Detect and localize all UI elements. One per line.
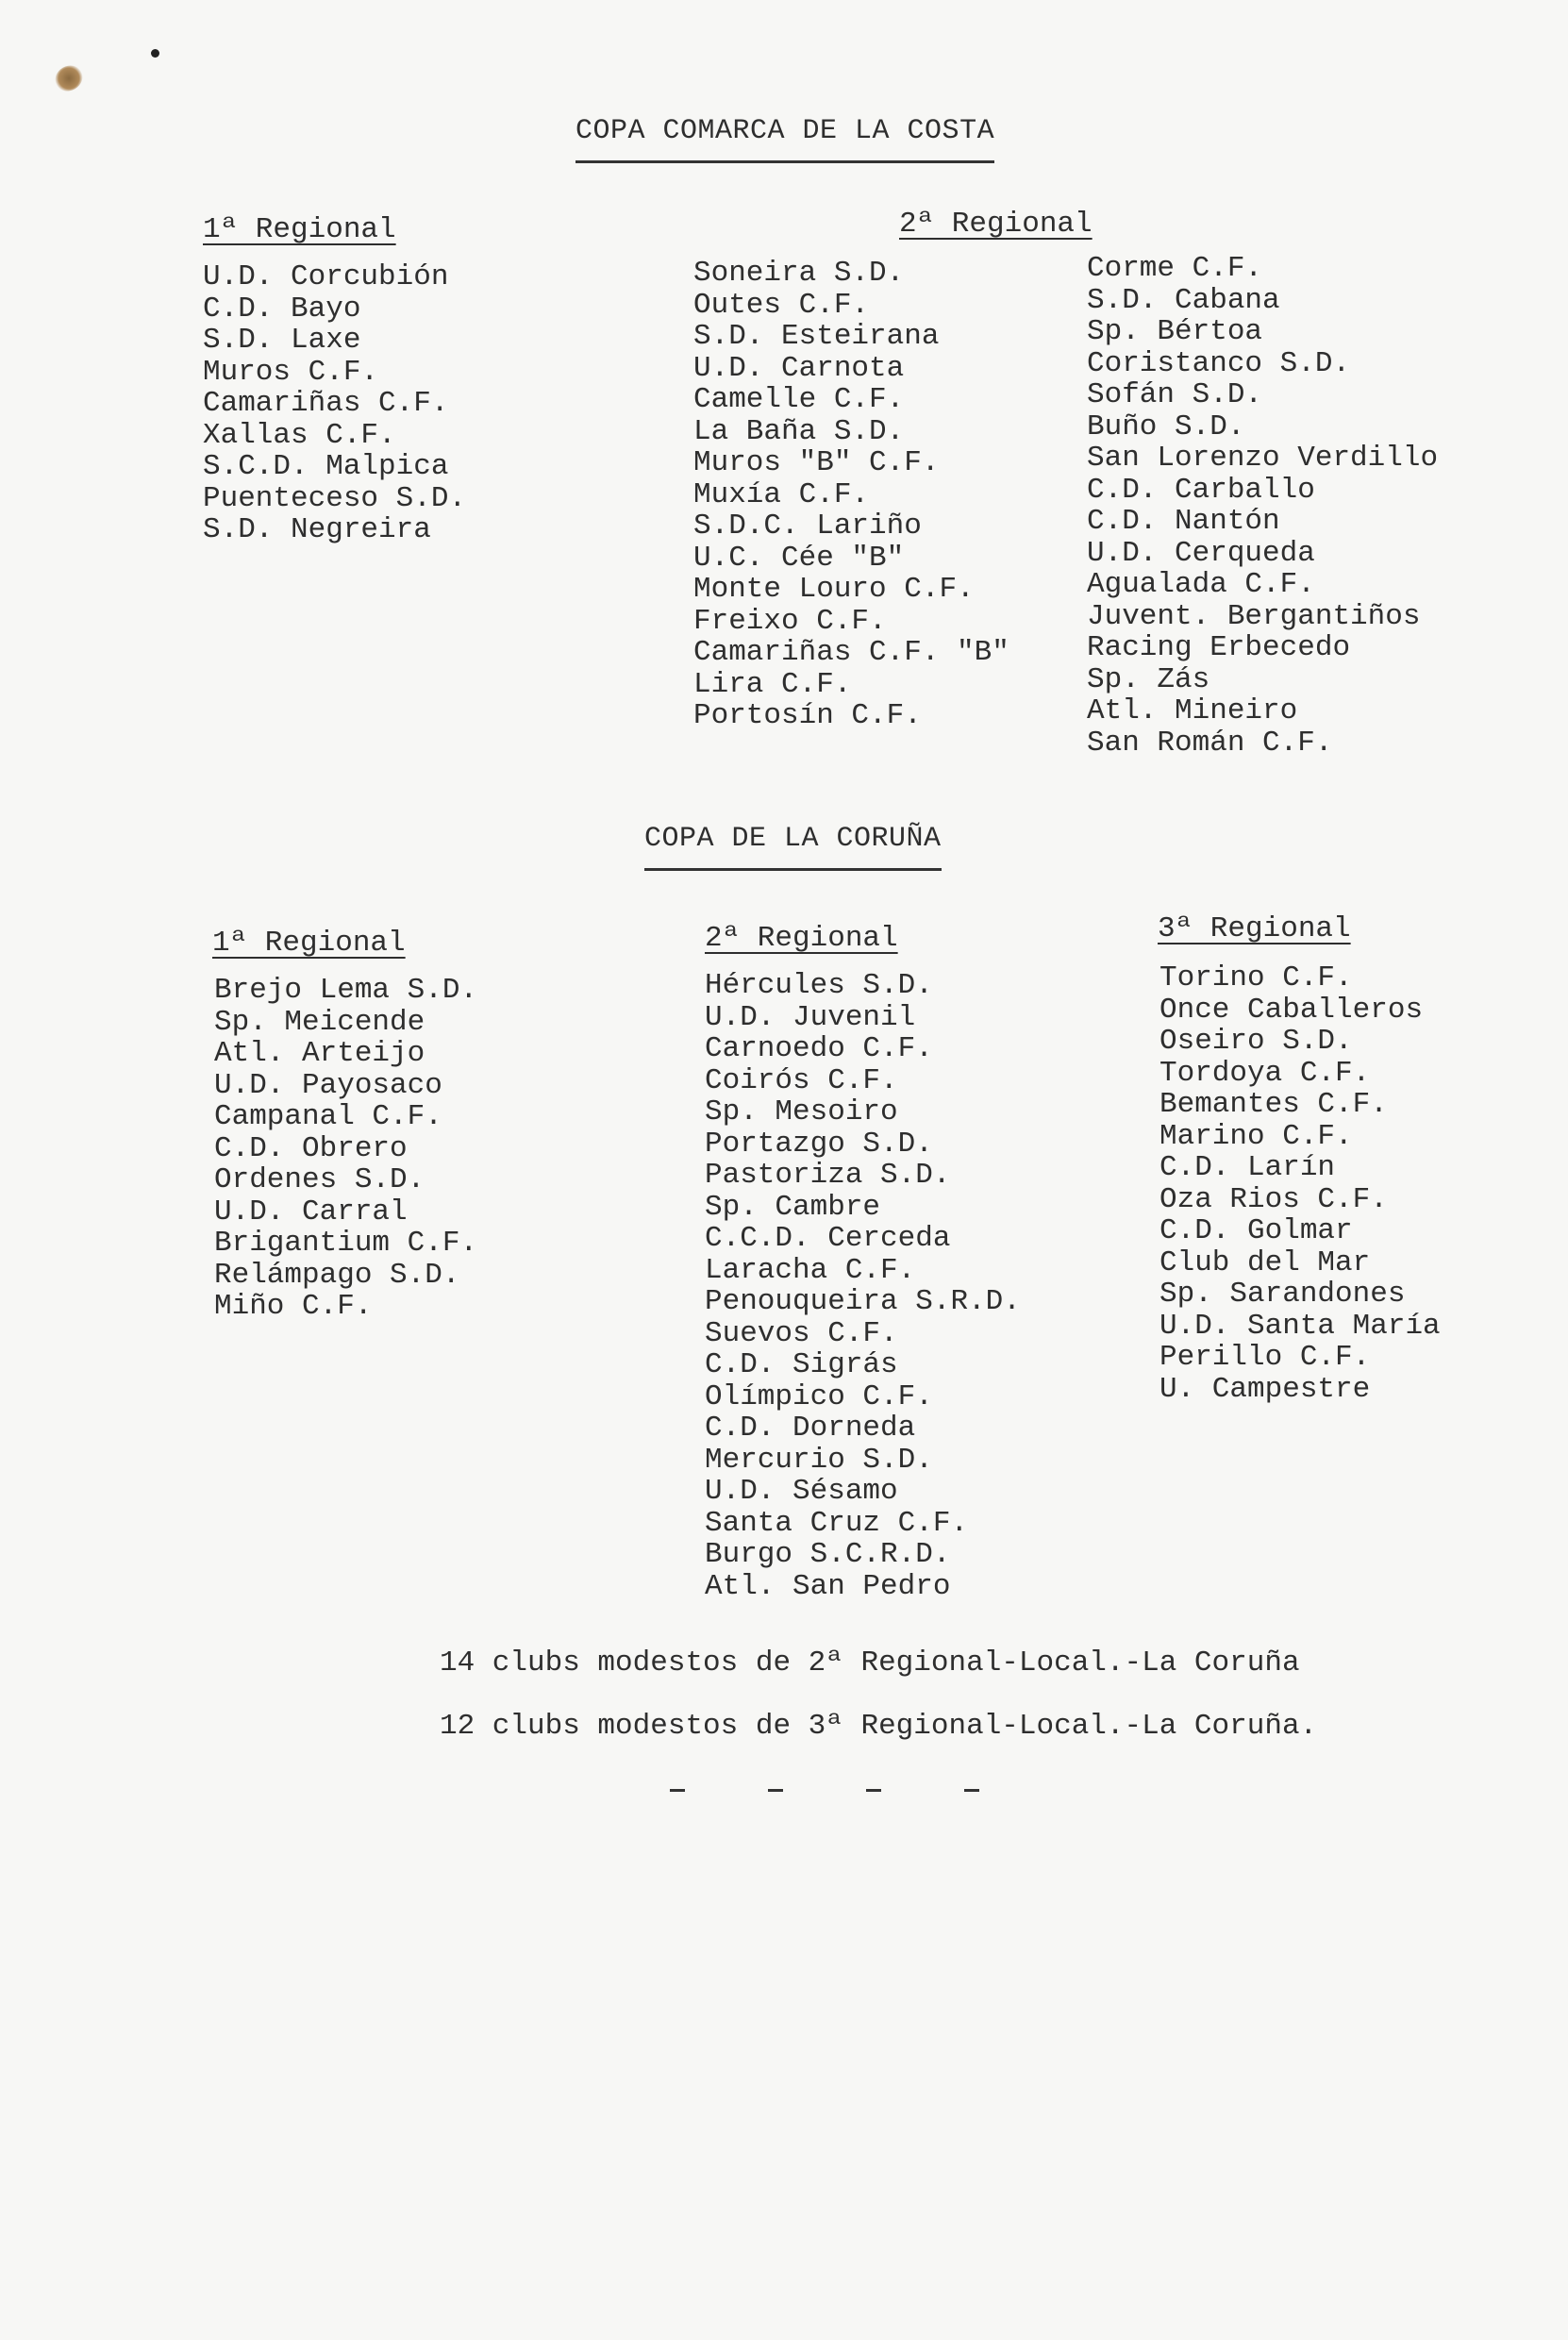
club-name: Puenteceso S.D.	[203, 481, 467, 515]
club-name: Brigantium C.F.	[214, 1227, 478, 1260]
section-title-copa-coruna: COPA DE LA CORUÑA	[644, 823, 942, 871]
club-name: U.D. Carnota	[693, 351, 905, 385]
club-name: Sp. Meicende	[214, 1005, 425, 1039]
dash	[670, 1789, 685, 1792]
footer-line-3a-regional-local: 12 clubs modestos de 3ª Regional-Local.-La Coruña.	[440, 1710, 1318, 1743]
club-name: Laracha C.F.	[705, 1253, 916, 1287]
club-name: Atl. Mineiro	[1087, 694, 1298, 727]
dash	[964, 1789, 979, 1792]
club-name: Atl. San Pedro	[705, 1569, 951, 1603]
club-name: U. Campestre	[1159, 1372, 1371, 1406]
club-name: C.D. Nantón	[1087, 505, 1280, 538]
club-name: Olímpico C.F.	[705, 1379, 933, 1413]
club-name: S.D. Esteirana	[693, 320, 940, 353]
club-name: Monte Louro C.F.	[693, 573, 975, 606]
club-name: C.C.D. Cerceda	[705, 1222, 951, 1255]
club-name: S.D. Laxe	[203, 324, 361, 357]
club-name: Camariñas C.F. "B"	[693, 636, 1009, 669]
club-name: Sp. Cambre	[705, 1190, 881, 1224]
club-name: Oseiro S.D.	[1159, 1025, 1353, 1058]
club-name: U.D. Juvenil	[705, 1000, 916, 1034]
club-name: C.D. Dorneda	[705, 1412, 916, 1445]
club-name: Muros C.F.	[203, 355, 379, 389]
club-name: Penouqueira S.R.D.	[705, 1285, 1021, 1318]
club-name: C.D. Obrero	[214, 1131, 408, 1165]
club-name: Burgo S.C.R.D.	[705, 1538, 951, 1571]
club-name: Coristanco S.D.	[1087, 346, 1351, 380]
club-name: S.D. Negreira	[203, 513, 431, 546]
club-name: Miño C.F.	[214, 1290, 373, 1323]
footer-line-2a-regional-local: 14 clubs modestos de 2ª Regional-Local.-La Coruña	[440, 1646, 1300, 1680]
club-name: U.D. Carral	[214, 1195, 408, 1228]
club-name: Portosín C.F.	[693, 699, 922, 732]
list-costa-2a-regional-b	[1087, 253, 1438, 759]
club-name: Coirós C.F.	[705, 1063, 898, 1097]
club-name: Sp. Bértoa	[1087, 315, 1263, 348]
club-name: San Lorenzo Verdillo	[1087, 442, 1439, 475]
club-name: U.D. Payosaco	[214, 1068, 442, 1102]
club-name: Oza Rios C.F.	[1159, 1182, 1388, 1216]
club-name: Agualada C.F.	[1087, 568, 1315, 601]
club-name: Atl. Arteijo	[214, 1037, 425, 1070]
club-name: Lira C.F.	[693, 667, 852, 701]
list-coruna-1a-regional	[214, 975, 477, 1323]
club-name: S.C.D. Malpica	[203, 450, 449, 483]
club-name: Club del Mar	[1159, 1245, 1371, 1279]
club-name: C.D. Bayo	[203, 292, 361, 326]
club-name: Camelle C.F.	[693, 383, 905, 416]
club-name: Perillo C.F.	[1159, 1341, 1371, 1374]
club-name: Tordoya C.F.	[1159, 1056, 1371, 1090]
club-name: Corme C.F.	[1087, 252, 1263, 285]
list-costa-2a-regional-a	[693, 258, 1009, 732]
club-name: Relámpago S.D.	[214, 1258, 460, 1292]
heading-costa-2a-regional: 2ª Regional	[899, 208, 1093, 241]
club-name: Muros "B" C.F.	[693, 446, 940, 479]
club-name: Portazgo S.D.	[705, 1127, 933, 1161]
club-name: Carnoedo C.F.	[705, 1032, 933, 1065]
club-name: U.D. Corcubión	[203, 260, 449, 293]
club-name: La Baña S.D.	[693, 414, 905, 448]
club-name: Sofán S.D.	[1087, 378, 1263, 411]
club-name: Sp. Mesoiro	[705, 1095, 898, 1128]
heading-coruna-1a-regional: 1ª Regional	[212, 927, 406, 960]
club-name: Hércules S.D.	[705, 969, 933, 1002]
club-name: S.D. Cabana	[1087, 283, 1280, 317]
dash	[768, 1789, 783, 1792]
club-name: Sp. Sarandones	[1159, 1278, 1406, 1311]
club-name: C.D. Larín	[1159, 1151, 1336, 1184]
dash	[866, 1789, 881, 1792]
club-name: Buño S.D.	[1087, 410, 1245, 443]
club-name: Suevos C.F.	[705, 1316, 898, 1350]
heading-coruna-3a-regional: 3ª Regional	[1158, 912, 1351, 945]
club-name: San Román C.F.	[1087, 726, 1333, 760]
list-coruna-3a-regional	[1159, 962, 1441, 1405]
club-name: Freixo C.F.	[693, 604, 887, 638]
club-name: Marino C.F.	[1159, 1119, 1353, 1153]
club-name: Santa Cruz C.F.	[705, 1506, 969, 1540]
club-name: Outes C.F.	[693, 288, 870, 322]
club-name: Brejo Lema S.D.	[214, 974, 478, 1007]
club-name: Juvent. Bergantiños	[1087, 599, 1421, 633]
club-name: Racing Erbecedo	[1087, 631, 1351, 664]
club-name: U.C. Cée "B"	[693, 541, 905, 575]
club-name: Pastoriza S.D.	[705, 1159, 951, 1192]
heading-costa-1a-regional: 1ª Regional	[203, 213, 396, 246]
club-name: Camariñas C.F.	[203, 387, 449, 420]
club-name: C.D. Sigrás	[705, 1348, 898, 1381]
club-name: Once Caballeros	[1159, 993, 1424, 1027]
club-name: Sp. Zás	[1087, 662, 1210, 696]
club-name: Mercurio S.D.	[705, 1443, 933, 1477]
ink-dot	[151, 49, 159, 58]
section-title-copa-costa: COPA COMARCA DE LA COSTA	[575, 115, 994, 163]
list-costa-1a-regional	[203, 261, 466, 546]
club-name: U.D. Sésamo	[705, 1475, 898, 1508]
club-name: Ordenes S.D.	[214, 1163, 425, 1196]
club-name: Torino C.F.	[1159, 961, 1353, 994]
club-name: S.D.C. Lariño	[693, 510, 922, 543]
club-name: U.D. Cerqueda	[1087, 536, 1315, 570]
closing-dashes	[670, 1789, 979, 1792]
club-name: C.D. Golmar	[1159, 1214, 1353, 1247]
list-coruna-2a-regional	[705, 970, 1021, 1602]
club-name: Muxía C.F.	[693, 477, 870, 511]
club-name: Bemantes C.F.	[1159, 1088, 1388, 1121]
club-name: Soneira S.D.	[693, 257, 905, 290]
club-name: U.D. Santa María	[1159, 1309, 1441, 1343]
club-name: C.D. Carballo	[1087, 473, 1315, 507]
heading-coruna-2a-regional: 2ª Regional	[705, 922, 898, 955]
ink-stain	[51, 60, 88, 96]
club-name: Xallas C.F.	[203, 418, 396, 452]
club-name: Campanal C.F.	[214, 1100, 442, 1133]
